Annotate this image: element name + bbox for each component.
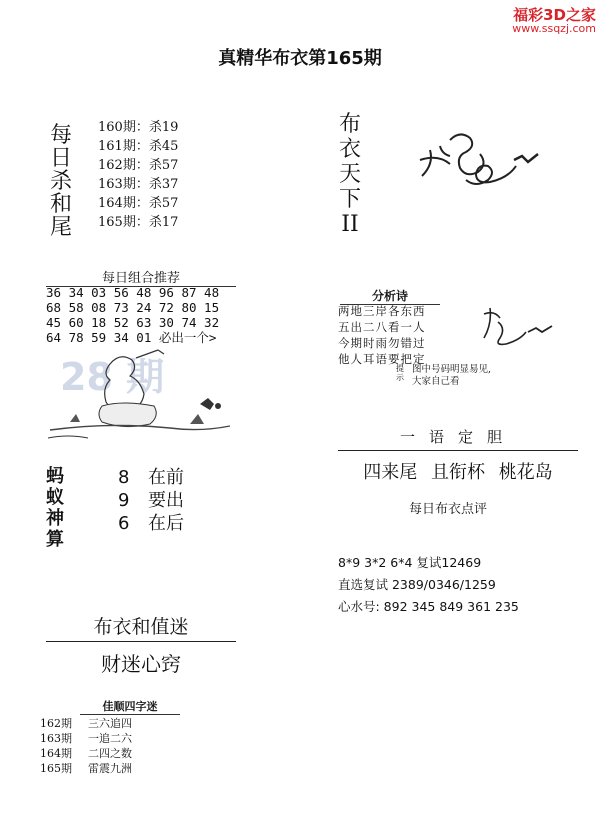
four-char-period: 163期 xyxy=(40,732,72,745)
fushi-line: 心水号: 892 345 849 361 235 xyxy=(338,599,519,614)
buyi-char: 下 xyxy=(338,187,361,212)
kill-tail-label-char: 每 xyxy=(49,123,72,148)
kill-tail-label-char: 和 xyxy=(49,192,72,217)
buyi-char: 衣 xyxy=(338,137,361,162)
four-char-row xyxy=(40,716,132,731)
kill-tail-label-char: 尾 xyxy=(49,215,72,240)
kill-tail-row: 160期：杀19 xyxy=(98,120,179,135)
poem-note xyxy=(412,364,491,388)
kill-tail-row: 165期：杀17 xyxy=(98,215,179,230)
four-char-title: 佳顺四字迷 xyxy=(80,698,180,715)
kill-tail-row: 162期：杀57 xyxy=(98,158,179,173)
fushi-line: 直选复试 2389/0346/1259 xyxy=(338,577,496,592)
poem-line: 今期时雨勿错过 xyxy=(338,336,426,350)
ant-god-label-char: 蚂 xyxy=(46,466,64,487)
combo-row: 36 34 03 56 48 96 87 48 xyxy=(46,285,220,300)
four-char-row xyxy=(40,746,132,761)
poem-title: 分析诗 xyxy=(340,287,440,305)
ant-god-row xyxy=(118,512,184,535)
ant-god-number: 9 xyxy=(118,490,130,511)
ant-god-text: 在后 xyxy=(148,513,184,534)
ant-god-label-char: 算 xyxy=(46,529,64,550)
buyi-char: 布 xyxy=(338,112,361,137)
ant-god-label-char: 蚁 xyxy=(46,487,64,508)
ant-god-row xyxy=(118,466,184,489)
four-char-text: 三六追四 xyxy=(88,717,132,730)
signature-small-icon xyxy=(470,298,570,358)
value-riddle-answer: 财迷心窍 xyxy=(101,652,181,676)
kill-tail-label-char: 日 xyxy=(49,146,72,171)
combo-row: 64 78 59 34 01 必出一个> xyxy=(46,330,217,345)
poem-line: 五出二八看一人 xyxy=(338,320,426,334)
four-char-period: 162期 xyxy=(40,717,72,730)
signature-large-icon xyxy=(410,120,560,210)
value-riddle-heading: 布衣和值迷 xyxy=(46,612,236,642)
kill-tail-list xyxy=(98,118,178,232)
kill-tail-label-char: 杀 xyxy=(49,169,72,194)
page-title: 真精华布衣第165期 xyxy=(218,48,382,69)
yiyu-content: 四来尾 且衔杯 桃花岛 xyxy=(363,462,553,483)
poem-note-line: 图中号码明显易见, xyxy=(412,364,492,375)
poem-note-line: 大家自己看 xyxy=(412,376,460,387)
ant-god-text: 要出 xyxy=(148,490,184,511)
scholar-illustration-icon xyxy=(40,334,240,444)
poem-note-mark: 提示 xyxy=(396,364,404,382)
combo-title: 每日组合推荐 xyxy=(46,267,236,287)
four-char-row xyxy=(40,761,132,776)
combo-row: 45 60 18 52 63 30 74 32 xyxy=(46,315,220,330)
kill-tail-row: 161期：杀45 xyxy=(98,139,179,154)
ant-god-label-char: 神 xyxy=(46,508,64,529)
kill-tail-label xyxy=(48,124,74,239)
kill-tail-row: 163期：杀37 xyxy=(98,177,179,192)
period-watermark: 28 期 xyxy=(60,355,165,399)
fushi-block xyxy=(338,552,519,618)
buyi-char: 天 xyxy=(338,162,361,187)
four-char-period: 165期 xyxy=(40,762,72,775)
four-char-text: 雷震九洲 xyxy=(88,762,132,775)
ant-god-number: 6 xyxy=(118,513,130,534)
poem-line: 两地三岸各东西 xyxy=(338,304,426,318)
buyi-vertical-title xyxy=(336,112,364,237)
four-char-period: 164期 xyxy=(40,747,72,760)
ant-god-number: 8 xyxy=(118,467,130,488)
combo-row: 68 58 08 73 24 72 80 15 xyxy=(46,300,220,315)
fushi-line: 8*9 3*2 6*4 复试12469 xyxy=(338,555,482,570)
ant-god-list xyxy=(118,466,184,535)
four-char-text: 一追二六 xyxy=(88,732,132,745)
poem-line: 他人耳语要把定 xyxy=(338,352,426,366)
four-char-list xyxy=(40,716,132,776)
poem-lines xyxy=(338,303,426,367)
ant-god-text: 在前 xyxy=(148,467,184,488)
ant-god-label xyxy=(46,466,68,550)
yiyu-heading: 一语定胆 xyxy=(338,426,578,451)
buyi-char: II xyxy=(341,212,359,237)
site-watermark-name: 福彩3D之家 xyxy=(513,6,596,24)
site-watermark-url[interactable]: www.ssqzj.com xyxy=(512,22,596,35)
four-char-row xyxy=(40,731,132,746)
ant-god-row xyxy=(118,489,184,512)
kill-tail-row: 164期：杀57 xyxy=(98,196,179,211)
daily-comment-heading: 每日布衣点评 xyxy=(408,502,487,517)
four-char-text: 二四之数 xyxy=(88,747,132,760)
